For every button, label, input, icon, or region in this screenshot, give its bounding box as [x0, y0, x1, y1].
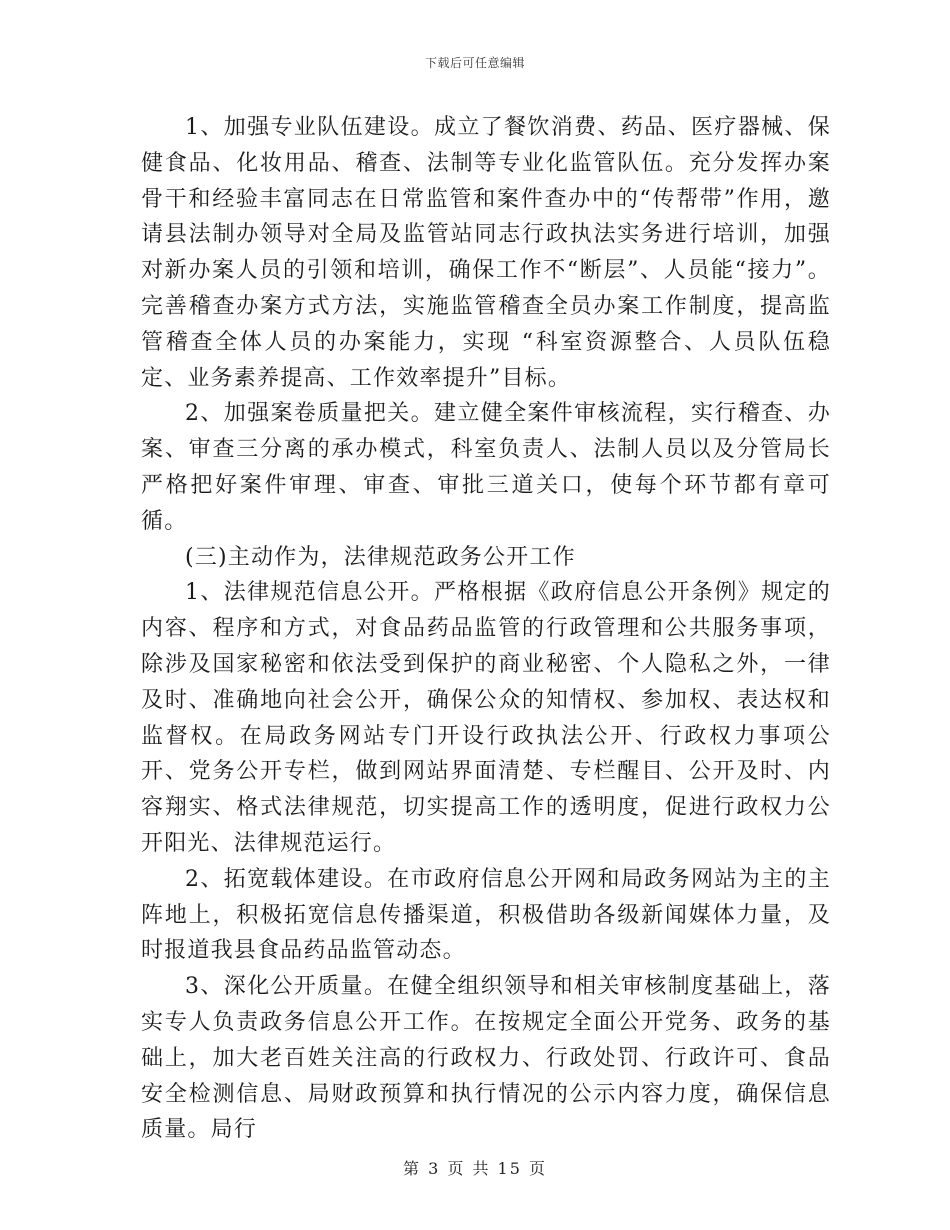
document-body — [141, 110, 831, 1148]
paragraph-carrier-building: 2、拓宽载体建设。在市政府信息公开网和局政务网站为主的主阵地上，积极拓宽信息传播渠道，积极借助各级新闻媒体力量，及时报道我县食品药品监管动态。 — [141, 866, 831, 964]
section-heading-open-government: (三)主动作为，法律规范政务公开工作 — [185, 544, 576, 570]
page-header-note: 下载后可任意编辑 — [424, 56, 525, 70]
page-number-label: 第 3 页 共 15 页 — [403, 1159, 547, 1178]
paragraph-info-disclosure: 1、法律规范信息公开。严格根据《政府信息公开条例》规定的内容、程序和方式，对食品药品监管的行政管理和公共服务事项，除涉及国家秘密和依法受到保护的商业秘密、个人隐私之外，一律及时、准确地向社会公开，确保公众的知情权、参加权、表达权和监督权。在局政务网站专门开设行政执法公开、行政权力事项公开、党务公开专栏，做到网站界面清楚、专栏醒目、公开及时、内容翔实、格式法律规范，切实提高工作的透明度，促进行政权力公开阳光、法律规范运行。 — [141, 580, 831, 856]
page-number — [0, 1156, 950, 1179]
paragraph-disclosure-quality: 3、深化公开质量。在健全组织领导和相关审核制度基础上，落实专人负责政务信息公开工作。在按规定全面公开党务、政务的基础上，加大老百姓关注高的行政权力、行政处罚、行政许可、食品安全检测信息、局财政预算和执行情况的公示内容力度，确保信息质量。局行 — [141, 974, 831, 1143]
paragraph-case-quality: 2、加强案卷质量把关。建立健全案件审核流程，实行稽查、办案、审查三分离的承办模式，科室负责人、法制人员以及分管局长严格把好案件审理、审查、审批三道关口，使每个环节都有章可循。 — [141, 401, 831, 534]
paragraph-team-building: 1、加强专业队伍建设。成立了餐饮消费、药品、医疗器械、保健食品、化妆用品、稽查、法制等专业化监管队伍。充分发挥办案骨干和经验丰富同志在日常监管和案件查办中的“传帮带”作用，邀请县法制办领导对全局及监管站同志行政执法实务进行培训，加强对新办案人员的引领和培训，确保工作不“断层”、人员能“接力”。完善稽查办案方式方法，实施监管稽查全员办案工作制度，提高监管稽查全体人员的办案能力，实现 “科室资源整合、人员队伍稳定、业务素养提高、工作效率提升”目标。 — [141, 115, 831, 391]
